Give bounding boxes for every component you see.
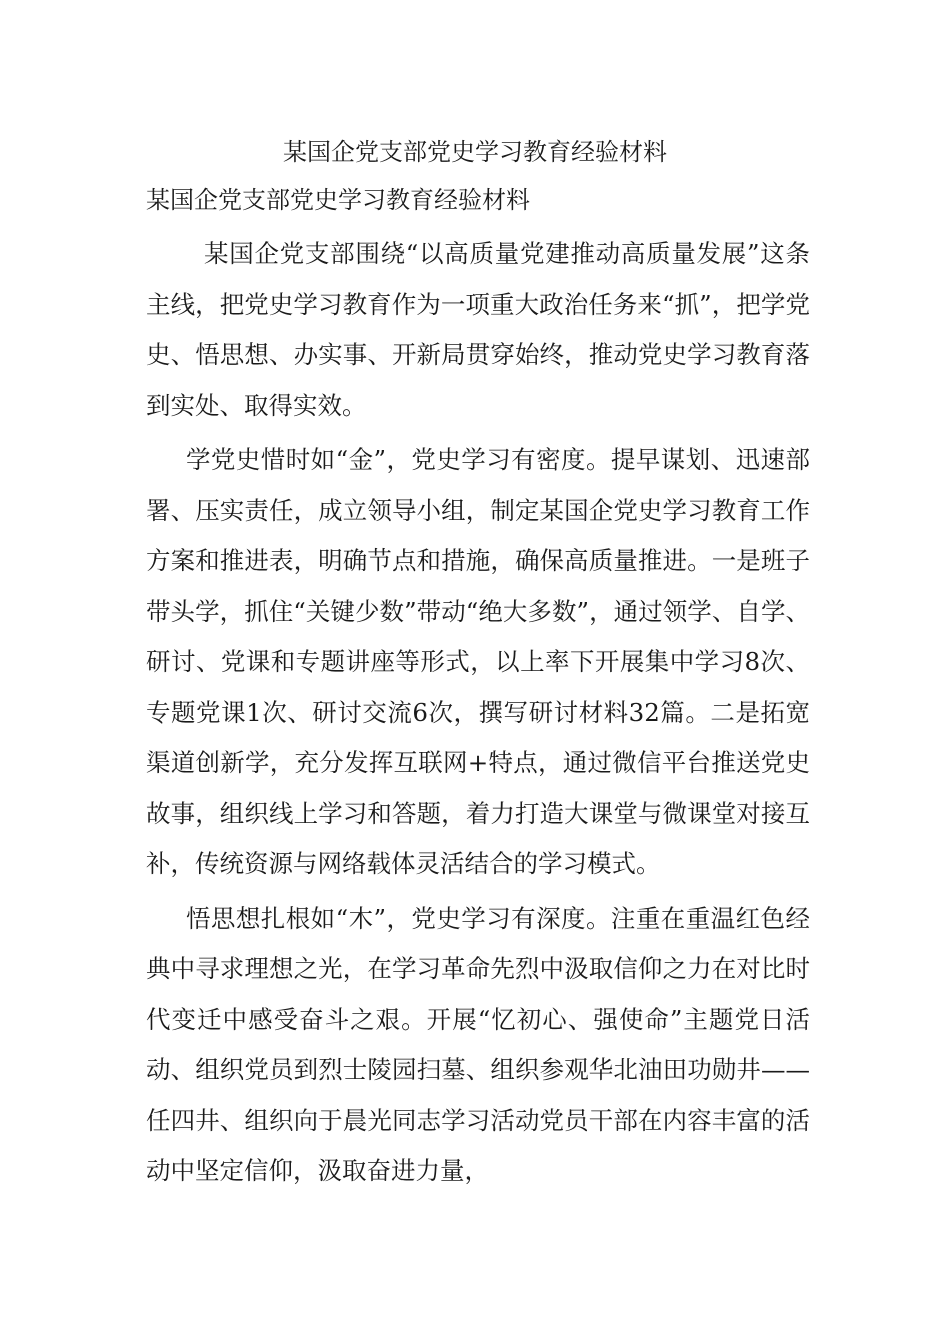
document-title: 某国企党支部党史学习教育经验材料 [283,138,667,166]
paragraph-intro: 某国企党支部围绕“以高质量党建推动高质量发展”这条主线，把党史学习教育作为一项重大政治任务来“抓”，把学党史、悟思想、办实事、开新局贯穿始终，推动党史学习教育落到实处、取得实效。 [146,239,810,420]
paragraph-study-history: 学党史惜时如“金”，党史学习有密度。提早谋划、迅速部署、压实责任，成立领导小组，制定某国企党史学习教育工作方案和推进表，明确节点和措施，确保高质量推进。一是班子带头学，抓住“关键少数”带动“绝大多数”，通过领学、自学、研讨、党课和专题讲座等形式，以上率下开展集中学习8次、专题党课1次、研讨交流6次，撰写研讨材料32篇。二是拓宽渠道创新学，充分发挥互联网+特点，通过微信平台推送党史故事，组织线上学习和答题，着力打造大课堂与微课堂对接互补，传统资源与网络载体灵活结合的学习模式。 [146,445,810,878]
document-subtitle: 某国企党支部党史学习教育经验材料 [146,186,530,214]
paragraph-understand-thought: 悟思想扎根如“木”，党史学习有深度。注重在重温红色经典中寻求理想之光，在学习革命先烈中汲取信仰之力在对比时代变迁中感受奋斗之艰。开展“忆初心、强使命”主题党日活动、组织党员到烈士陵园扫墓、组织参观华北油田功勋井——任四井、组织向于晨光同志学习活动党员干部在内容丰富的活动中坚定信仰，汲取奋进力量， [146,903,810,1185]
document-body [146,229,810,1201]
